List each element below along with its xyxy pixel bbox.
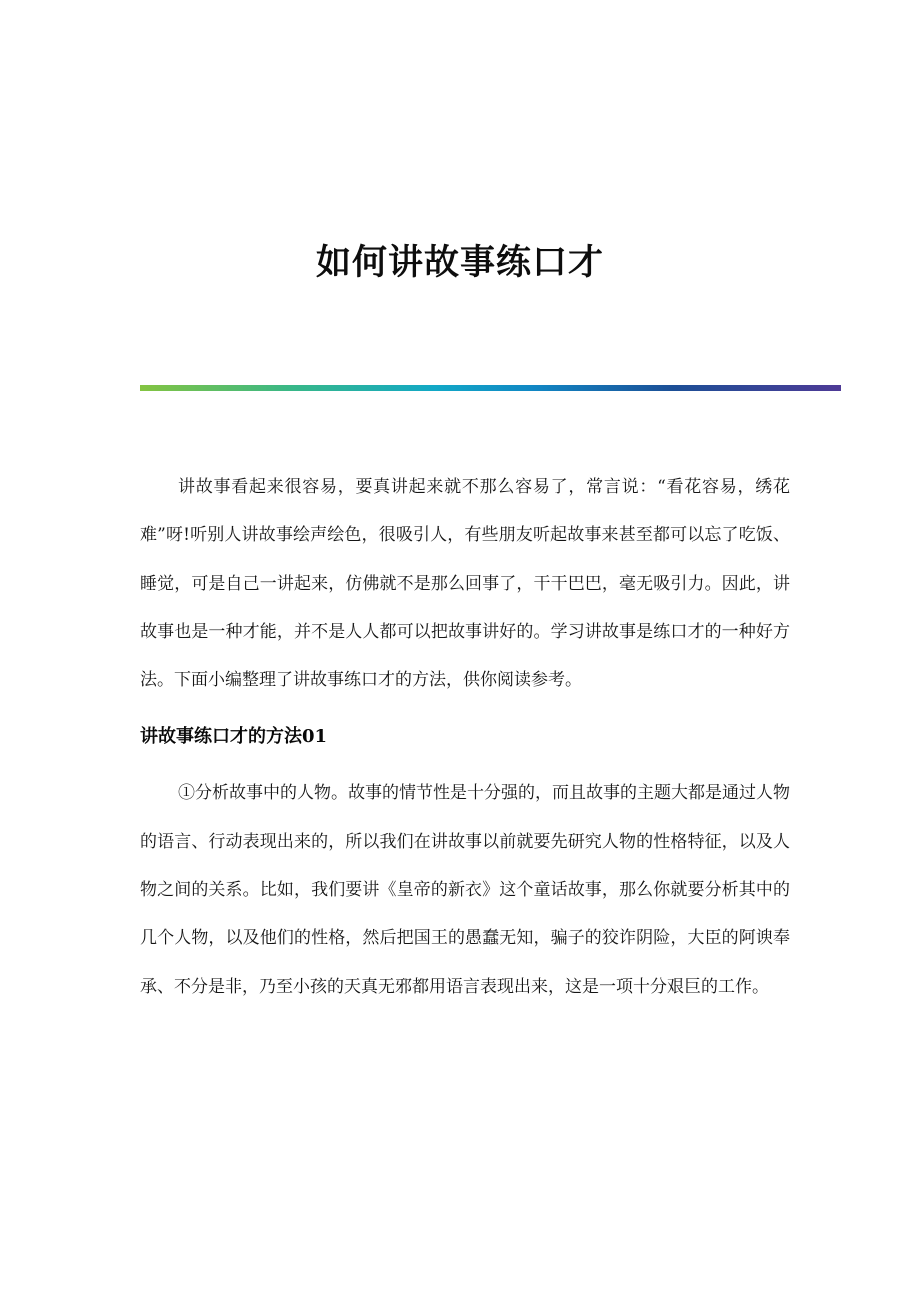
section-heading: 讲故事练口才的方法01	[140, 726, 328, 748]
document-content	[140, 463, 790, 1011]
gradient-divider	[140, 385, 841, 391]
page-title: 如何讲故事练口才	[315, 242, 604, 284]
section-paragraph: ①分析故事中的人物。故事的情节性是十分强的，而且故事的主题大都是通过人物的语言、行动表现出来的，所以我们在讲故事以前就要先研究人物的性格特征，以及人物之间的关系。比如，我们要讲《皇帝的新衣》这个童话故事，那么你就要分析其中的几个人物，以及他们的性格，然后把国王的愚蠢无知，骗子的狡诈阴险，大臣的阿谀奉承、不分是非，乃至小孩的天真无邪都用语言表现出来，这是一项十分艰巨的工作。	[140, 783, 790, 997]
intro-paragraph: 讲故事看起来很容易，要真讲起来就不那么容易了，常言说：“看花容易，绣花难”呀!听别人讲故事绘声绘色，很吸引人，有些朋友听起故事来甚至都可以忘了吃饭、睡觉，可是自己一讲起来，仿佛就不是那么回事了，干干巴巴，毫无吸引力。因此，讲故事也是一种才能，并不是人人都可以把故事讲好的。学习讲故事是练口才的一种好方法。下面小编整理了讲故事练口才的方法，供你阅读参考。	[140, 477, 790, 691]
